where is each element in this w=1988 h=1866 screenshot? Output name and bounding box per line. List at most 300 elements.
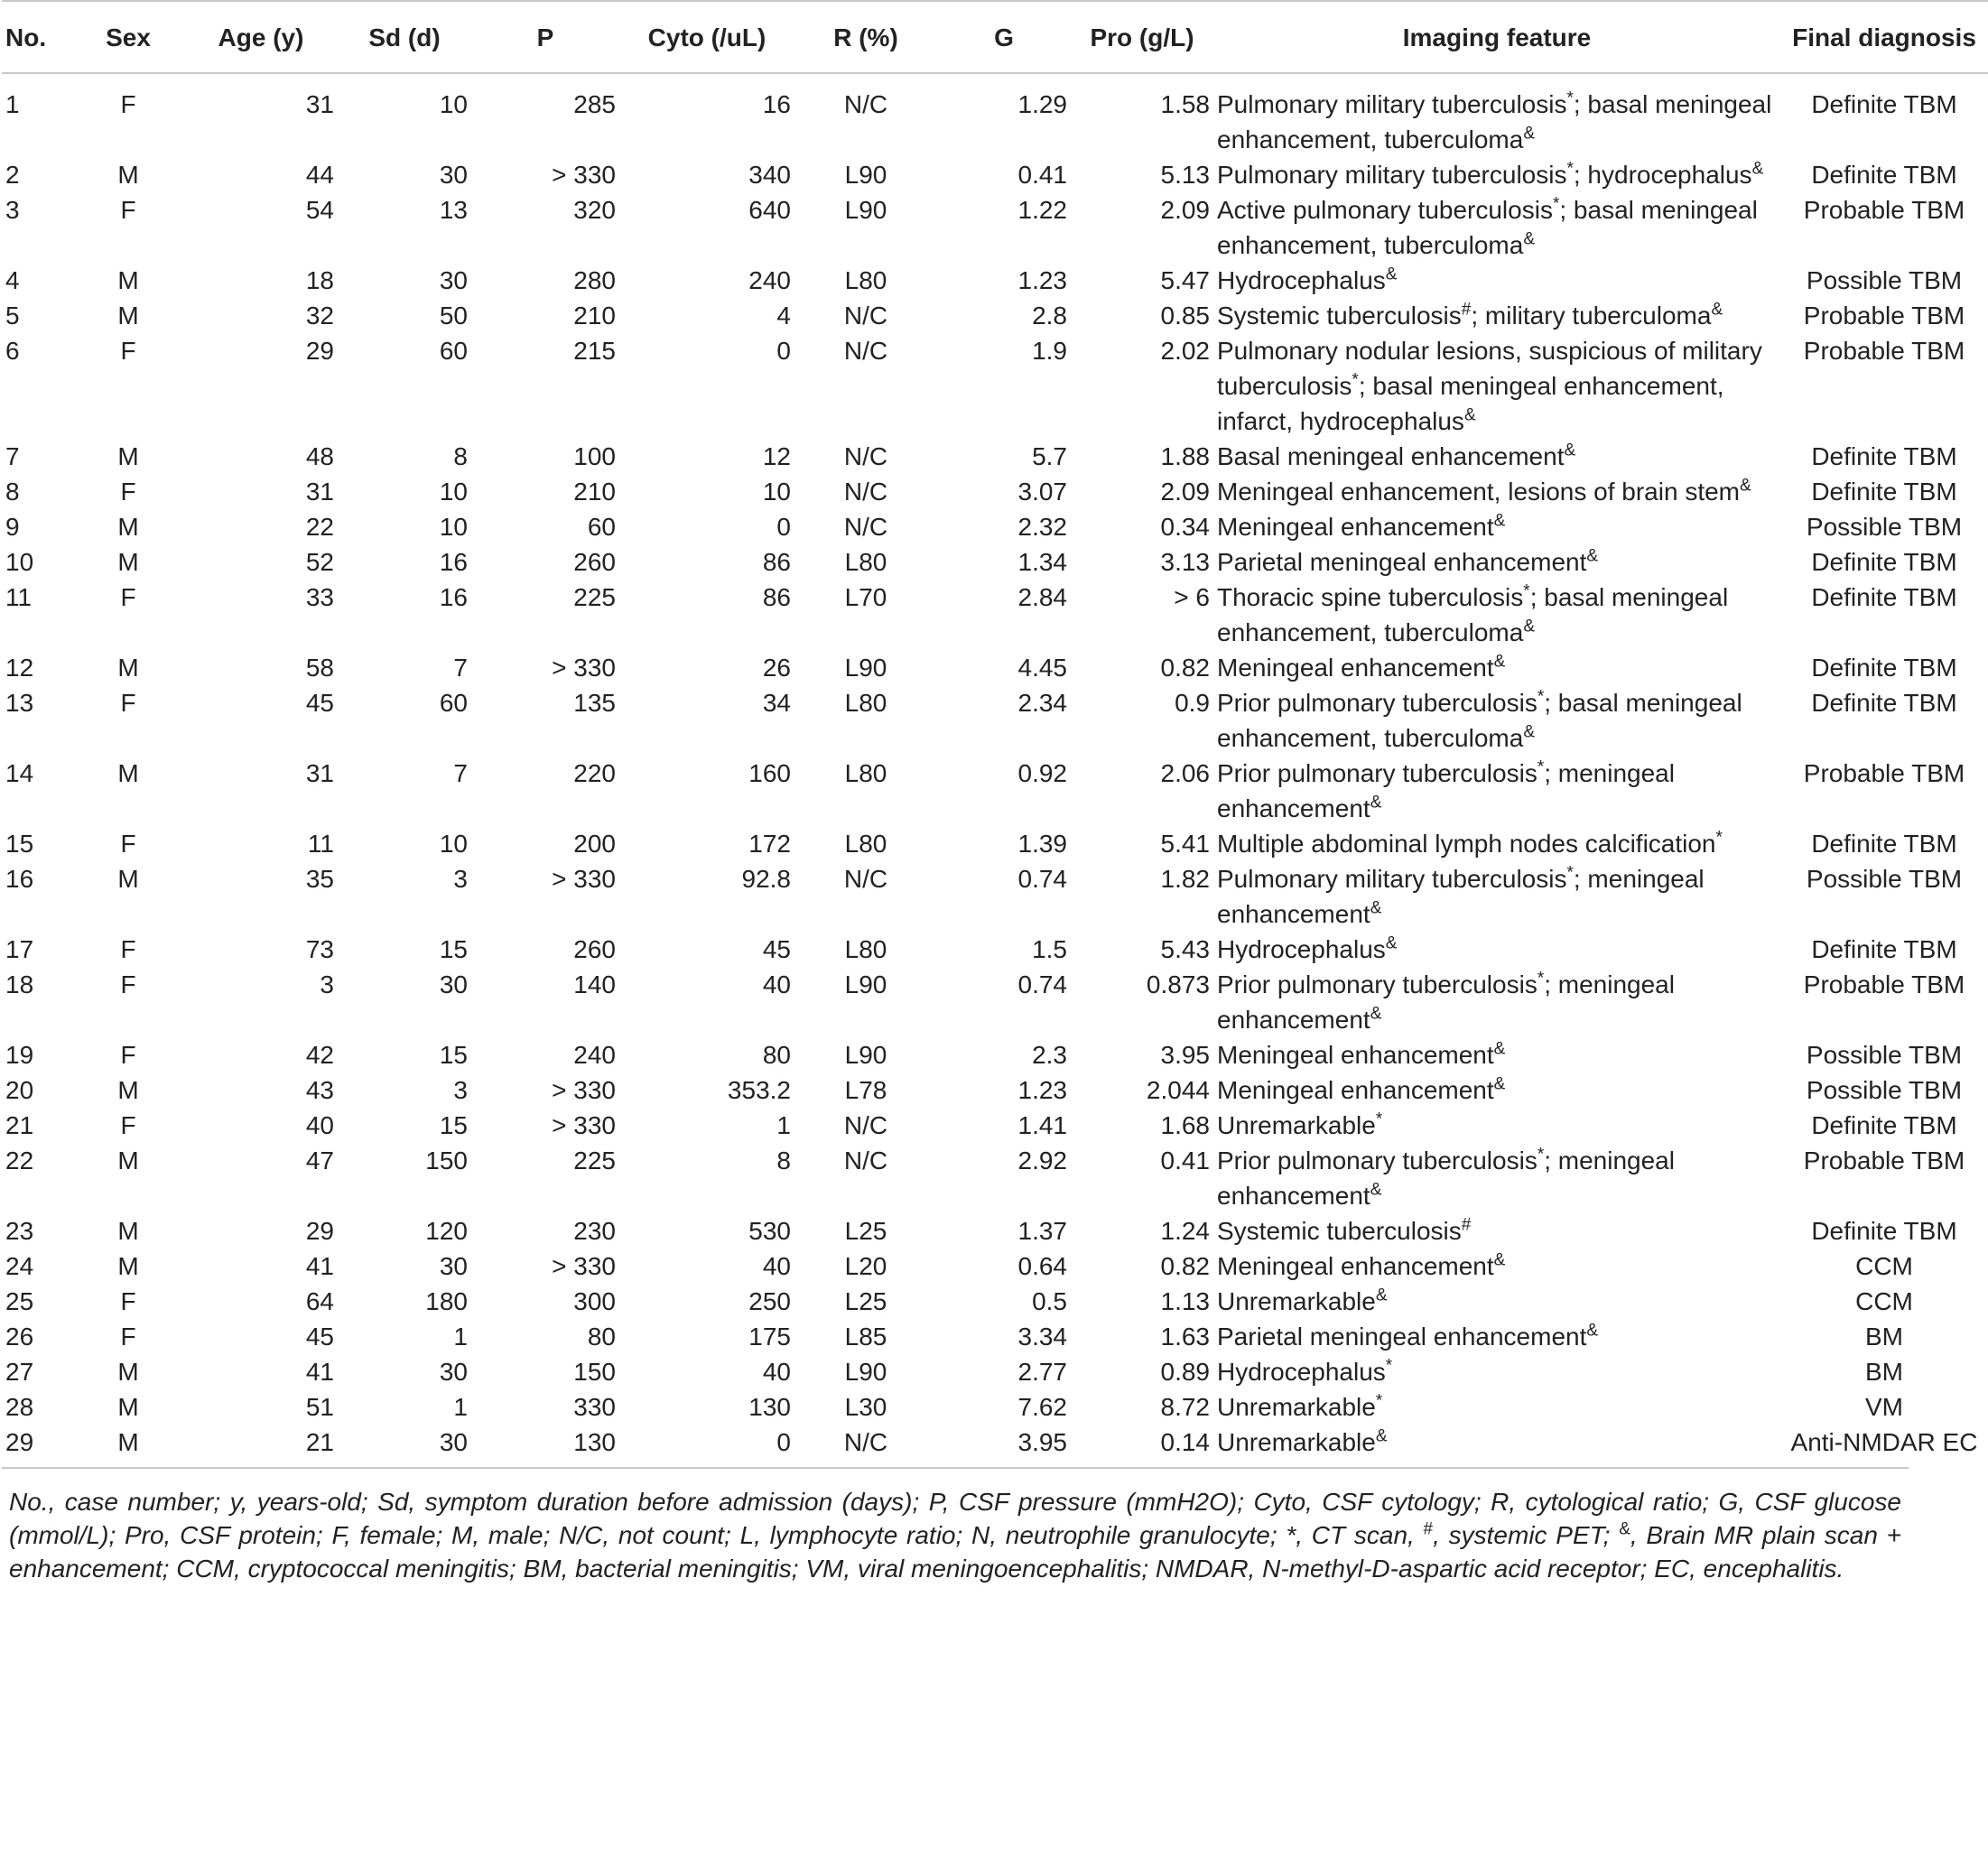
imaging-text: Unremarkable <box>1217 1428 1376 1456</box>
table-row <box>2 73 1988 157</box>
cell-ratio: N/C <box>843 478 888 506</box>
cell-diagnosis: Possible TBM <box>1806 865 1963 893</box>
imaging-text: Pulmonary nodular lesions, suspicious of military tuberculosis <box>1217 337 1762 400</box>
imaging-text: ; meningeal enhancement <box>1217 1147 1675 1210</box>
header-p: P <box>471 1 619 73</box>
footnote-marker: & <box>1523 124 1536 144</box>
cell-ratio: N/C <box>843 1111 888 1139</box>
cell-sex: F <box>120 1287 136 1315</box>
cell-protein: 0.873 <box>1146 970 1210 998</box>
header-diagnosis: Final diagnosis <box>1780 1 1988 73</box>
cell-imaging-feature <box>1213 439 1780 474</box>
imaging-text: Prior pulmonary tuberculosis <box>1217 689 1537 717</box>
cell-protein: 0.34 <box>1160 513 1210 541</box>
imaging-text: Prior pulmonary tuberculosis <box>1217 970 1537 998</box>
imaging-text: Hydrocephalus <box>1217 266 1386 294</box>
cell-ratio: L90 <box>844 970 887 998</box>
cell-cyto: 172 <box>748 830 791 858</box>
cell-imaging-feature <box>1213 1249 1780 1284</box>
header-sd: Sd (d) <box>338 1 471 73</box>
footnote-text: No., case number; y, years-old; Sd, symptom duration before admission (days); P, CSF pressure (mmH2O); Cyto, CSF cytology; R, cytological ratio; G, CSF glucose (mmol/L); Pro, CSF protein; F, female; M, male; N/C, not count; L, lymphocyte ratio; N, neutrophile granulocyte; *, CT scan, <box>9 1488 1901 1549</box>
cell-sd: 1 <box>453 1323 468 1351</box>
imaging-text: Pulmonary military tuberculosis <box>1217 865 1567 893</box>
cell-no: 24 <box>5 1252 34 1280</box>
cell-glucose: 2.8 <box>1032 302 1067 330</box>
cell-sd: 50 <box>439 302 468 330</box>
cell-no: 21 <box>5 1111 34 1139</box>
footnote-marker: & <box>1586 546 1599 566</box>
footnote-marker: * <box>1537 969 1545 989</box>
cell-sd: 10 <box>439 513 468 541</box>
table-row <box>2 298 1988 333</box>
cell-sex: F <box>120 196 136 224</box>
cell-ratio: N/C <box>843 442 888 470</box>
cell-sex: M <box>117 654 139 682</box>
table-row <box>2 967 1988 1037</box>
cell-age: 29 <box>305 1217 334 1245</box>
cell-cyto: 10 <box>762 478 791 506</box>
cell-cyto: 4 <box>776 302 791 330</box>
cell-sex: M <box>117 1393 139 1421</box>
cell-cyto: 92.8 <box>741 865 791 893</box>
cell-cyto: 530 <box>748 1217 791 1245</box>
cell-age: 58 <box>305 654 334 682</box>
table-row <box>2 474 1988 509</box>
cell-cyto: 12 <box>762 442 791 470</box>
cell-pressure: > 330 <box>552 1252 616 1280</box>
cell-sd: 120 <box>425 1217 468 1245</box>
cell-sd: 60 <box>439 689 468 717</box>
cell-cyto: 45 <box>762 935 791 963</box>
footnote-marker: * <box>1566 159 1574 179</box>
cell-diagnosis: Definite TBM <box>1811 548 1957 576</box>
footnote-marker: * <box>1715 828 1723 848</box>
cell-glucose: 2.34 <box>1017 689 1067 717</box>
imaging-text: Active pulmonary tuberculosis <box>1217 196 1553 224</box>
cell-no: 17 <box>5 935 34 963</box>
table-row <box>2 192 1988 263</box>
cell-imaging-feature <box>1213 650 1780 685</box>
cell-diagnosis: Anti-NMDAR EC <box>1790 1428 1978 1456</box>
footnote-marker: & <box>1523 617 1536 636</box>
cell-sd: 180 <box>425 1287 468 1315</box>
header-pro: Pro (g/L) <box>1071 1 1213 73</box>
cell-ratio: L20 <box>844 1252 887 1280</box>
cell-imaging-feature <box>1213 685 1780 756</box>
cell-protein: 1.68 <box>1160 1111 1210 1139</box>
cell-no: 11 <box>5 583 33 611</box>
cell-protein: 0.14 <box>1160 1428 1210 1456</box>
imaging-text: Meningeal enhancement <box>1217 654 1494 682</box>
cell-no: 5 <box>5 302 20 330</box>
footnote-marker: # <box>1461 300 1472 320</box>
cell-glucose: 1.39 <box>1017 830 1067 858</box>
cell-age: 21 <box>305 1428 334 1456</box>
cell-cyto: 40 <box>762 1252 791 1280</box>
cell-sex: M <box>117 1147 139 1174</box>
cell-glucose: 0.5 <box>1032 1287 1067 1315</box>
footnote-marker: & <box>1370 793 1382 812</box>
cell-diagnosis: Definite TBM <box>1811 654 1957 682</box>
cell-cyto: 160 <box>748 759 791 787</box>
imaging-text: Thoracic spine tuberculosis <box>1217 583 1524 611</box>
cell-glucose: 1.34 <box>1017 548 1067 576</box>
cell-pressure: 225 <box>573 1147 616 1174</box>
cell-sd: 8 <box>453 442 468 470</box>
cell-glucose: 0.64 <box>1017 1252 1067 1280</box>
cell-age: 48 <box>305 442 334 470</box>
header-row <box>2 1 1988 73</box>
cell-sd: 10 <box>439 90 468 118</box>
cell-pressure: 220 <box>573 759 616 787</box>
cell-pressure: > 330 <box>552 1111 616 1139</box>
cell-protein: 0.82 <box>1160 1252 1210 1280</box>
cell-sd: 150 <box>425 1147 468 1174</box>
table-row <box>2 333 1988 439</box>
cell-ratio: L80 <box>844 935 887 963</box>
cell-sd: 16 <box>439 583 468 611</box>
cell-glucose: 0.74 <box>1017 865 1067 893</box>
cell-glucose: 4.45 <box>1017 654 1067 682</box>
cell-glucose: 2.3 <box>1032 1041 1067 1069</box>
cell-glucose: 1.29 <box>1017 90 1067 118</box>
imaging-text: Meningeal enhancement <box>1217 1252 1494 1280</box>
cell-imaging-feature <box>1213 1072 1780 1108</box>
cell-cyto: 0 <box>776 513 791 541</box>
table-row <box>2 861 1988 932</box>
cell-protein: 1.13 <box>1160 1287 1210 1315</box>
cell-diagnosis: Definite TBM <box>1811 442 1957 470</box>
table-row <box>2 1354 1988 1389</box>
footnote-marker: & <box>1523 722 1536 742</box>
footnote-marker: & <box>1375 1286 1388 1305</box>
cell-glucose: 2.84 <box>1017 583 1067 611</box>
imaging-text: ; hydrocephalus <box>1573 161 1752 189</box>
table-row <box>2 439 1988 474</box>
cell-pressure: 100 <box>573 442 616 470</box>
imaging-text: ; basal meningeal enhancement, tuberculoma <box>1217 689 1742 752</box>
imaging-text: Unremarkable <box>1217 1287 1376 1315</box>
cell-sex: F <box>120 689 136 717</box>
cell-no: 15 <box>5 830 34 858</box>
cell-no: 29 <box>5 1428 34 1456</box>
cell-no: 4 <box>5 266 20 294</box>
cell-ratio: L70 <box>844 583 887 611</box>
cell-imaging-feature <box>1213 861 1780 932</box>
cell-age: 31 <box>305 478 334 506</box>
cell-sd: 1 <box>453 1393 468 1421</box>
cell-age: 47 <box>305 1147 334 1174</box>
cell-sd: 30 <box>439 266 468 294</box>
footnote-marker: * <box>1352 370 1359 390</box>
cell-ratio: L80 <box>844 689 887 717</box>
table-row <box>2 1143 1988 1213</box>
cell-pressure: 200 <box>573 830 616 858</box>
cell-no: 16 <box>5 865 34 893</box>
cell-ratio: N/C <box>843 865 888 893</box>
cell-glucose: 1.23 <box>1017 1076 1067 1104</box>
cell-protein: 5.43 <box>1160 935 1210 963</box>
table-row <box>2 544 1988 580</box>
footnote-text: , systemic PET; <box>1433 1521 1620 1549</box>
table-row <box>2 1037 1988 1072</box>
cell-cyto: 0 <box>776 1428 791 1456</box>
imaging-text: ; military tuberculoma <box>1471 302 1712 330</box>
table-row <box>2 1072 1988 1108</box>
cell-protein: 1.82 <box>1160 865 1210 893</box>
cell-ratio: L30 <box>844 1393 887 1421</box>
cell-ratio: N/C <box>843 90 888 118</box>
cell-sex: M <box>117 865 139 893</box>
imaging-text: Pulmonary military tuberculosis <box>1217 161 1567 189</box>
cell-diagnosis: BM <box>1865 1358 1903 1386</box>
cell-sd: 30 <box>439 1358 468 1386</box>
cell-age: 42 <box>305 1041 334 1069</box>
imaging-text: Unremarkable <box>1217 1393 1376 1421</box>
footnote-marker: & <box>1385 933 1398 953</box>
imaging-text: Parietal meningeal enhancement <box>1217 1323 1587 1351</box>
cell-pressure: 60 <box>587 513 616 541</box>
cell-pressure: 240 <box>573 1041 616 1069</box>
header-imaging: Imaging feature <box>1213 1 1780 73</box>
cell-glucose: 2.32 <box>1017 513 1067 541</box>
cell-diagnosis: Probable TBM <box>1803 196 1965 224</box>
cell-pressure: 210 <box>573 302 616 330</box>
cell-cyto: 80 <box>762 1041 791 1069</box>
footnote-marker: & <box>1493 1074 1506 1094</box>
cell-sex: F <box>120 337 136 365</box>
cell-glucose: 0.41 <box>1017 161 1067 189</box>
cell-no: 27 <box>5 1358 34 1386</box>
cell-age: 3 <box>320 970 334 998</box>
cell-age: 45 <box>305 1323 334 1351</box>
cell-pressure: 260 <box>573 548 616 576</box>
cell-glucose: 1.9 <box>1032 337 1067 365</box>
footnote-marker: & <box>1619 1519 1630 1539</box>
cell-cyto: 16 <box>762 90 791 118</box>
cell-sex: M <box>117 548 139 576</box>
footnote-marker: & <box>1493 1250 1506 1270</box>
cell-imaging-feature <box>1213 1143 1780 1213</box>
footnote-marker: & <box>1493 511 1506 531</box>
table-row <box>2 826 1988 861</box>
cell-no: 18 <box>5 970 34 998</box>
cell-protein: 1.63 <box>1160 1323 1210 1351</box>
cell-diagnosis: CCM <box>1855 1287 1913 1315</box>
cell-imaging-feature <box>1213 1037 1780 1072</box>
cell-ratio: N/C <box>843 1428 888 1456</box>
cell-ratio: L90 <box>844 196 887 224</box>
cell-imaging-feature <box>1213 263 1780 298</box>
cell-diagnosis: Probable TBM <box>1803 759 1965 787</box>
cell-diagnosis: Definite TBM <box>1811 478 1957 506</box>
table-row <box>2 650 1988 685</box>
cell-ratio: N/C <box>843 513 888 541</box>
cell-protein: 0.82 <box>1160 654 1210 682</box>
cell-age: 43 <box>305 1076 334 1104</box>
cell-age: 29 <box>305 337 334 365</box>
footnote-marker: * <box>1385 1356 1393 1376</box>
cell-ratio: L25 <box>844 1217 887 1245</box>
cell-protein: 2.09 <box>1160 478 1210 506</box>
cell-sd: 15 <box>439 1041 468 1069</box>
imaging-text: Meningeal enhancement, lesions of brain stem <box>1217 478 1741 506</box>
table-row <box>2 1389 1988 1425</box>
footnote-marker: & <box>1523 229 1536 249</box>
footnote-marker: & <box>1370 1180 1382 1200</box>
cell-pressure: 225 <box>573 583 616 611</box>
footnote-marker: * <box>1566 88 1574 108</box>
cell-diagnosis: Probable TBM <box>1803 302 1965 330</box>
cell-imaging-feature <box>1213 298 1780 333</box>
cell-imaging-feature <box>1213 192 1780 263</box>
cell-age: 40 <box>305 1111 334 1139</box>
cell-sd: 30 <box>439 1252 468 1280</box>
cell-protein: 1.58 <box>1160 90 1210 118</box>
cell-age: 52 <box>305 548 334 576</box>
cell-imaging-feature <box>1213 932 1780 967</box>
cell-sd: 30 <box>439 970 468 998</box>
cell-imaging-feature <box>1213 1108 1780 1143</box>
cell-no: 25 <box>5 1287 34 1315</box>
cell-imaging-feature <box>1213 580 1780 650</box>
footnote-marker: * <box>1537 687 1545 707</box>
cell-imaging-feature <box>1213 157 1780 192</box>
cell-cyto: 8 <box>776 1147 791 1174</box>
imaging-text: Multiple abdominal lymph nodes calcification <box>1217 830 1716 858</box>
footnote-marker: & <box>1711 300 1723 320</box>
cell-pressure: 210 <box>573 478 616 506</box>
cell-glucose: 1.37 <box>1017 1217 1067 1245</box>
cell-sd: 30 <box>439 161 468 189</box>
cell-diagnosis: BM <box>1865 1323 1903 1351</box>
cell-cyto: 175 <box>748 1323 791 1351</box>
cell-imaging-feature <box>1213 474 1780 509</box>
cell-imaging-feature <box>1213 826 1780 861</box>
cell-age: 41 <box>305 1358 334 1386</box>
cell-cyto: 40 <box>762 1358 791 1386</box>
imaging-text: ; basal meningeal enhancement, infarct, hydrocephalus <box>1217 372 1724 435</box>
cell-sd: 3 <box>453 1076 468 1104</box>
cell-diagnosis: Definite TBM <box>1811 1217 1957 1245</box>
cell-no: 2 <box>5 161 20 189</box>
cell-no: 23 <box>5 1217 34 1245</box>
imaging-text: ; basal meningeal enhancement, tuberculoma <box>1217 583 1729 646</box>
cell-pressure: 260 <box>573 935 616 963</box>
footnote-marker: & <box>1375 1426 1388 1446</box>
cell-no: 8 <box>5 478 20 506</box>
cell-cyto: 86 <box>762 583 791 611</box>
imaging-text: Hydrocephalus <box>1217 935 1386 963</box>
cell-glucose: 5.7 <box>1032 442 1067 470</box>
footnote-marker: # <box>1423 1519 1434 1539</box>
cell-pressure: 285 <box>573 90 616 118</box>
footnote-marker: & <box>1586 1321 1599 1341</box>
cell-imaging-feature <box>1213 544 1780 580</box>
header-cyto: Cyto (/uL) <box>619 1 794 73</box>
imaging-text: ; basal meningeal enhancement, tuberculoma <box>1217 196 1758 259</box>
imaging-text: Hydrocephalus <box>1217 1358 1386 1386</box>
cell-protein: 0.89 <box>1160 1358 1210 1386</box>
cell-diagnosis: Definite TBM <box>1811 689 1957 717</box>
cell-sex: M <box>117 1252 139 1280</box>
imaging-text: Prior pulmonary tuberculosis <box>1217 1147 1537 1174</box>
cell-sd: 13 <box>439 196 468 224</box>
footnote-marker: * <box>1537 1145 1545 1165</box>
cell-diagnosis: Definite TBM <box>1811 161 1957 189</box>
imaging-text: Parietal meningeal enhancement <box>1217 548 1587 576</box>
cell-protein: 1.24 <box>1160 1217 1210 1245</box>
header-r: R (%) <box>794 1 937 73</box>
cell-protein: 0.41 <box>1160 1147 1210 1174</box>
cell-diagnosis: VM <box>1865 1393 1903 1421</box>
cell-protein: 2.09 <box>1160 196 1210 224</box>
cell-sd: 60 <box>439 337 468 365</box>
cell-ratio: L85 <box>844 1323 887 1351</box>
footnote-marker: & <box>1751 159 1764 179</box>
cell-sd: 7 <box>453 759 468 787</box>
footnote-marker: & <box>1493 652 1506 672</box>
cell-imaging-feature <box>1213 1284 1780 1319</box>
table-row <box>2 1249 1988 1284</box>
footnote-marker: # <box>1461 1215 1472 1235</box>
cell-ratio: L80 <box>844 830 887 858</box>
cell-pressure: 215 <box>573 337 616 365</box>
cell-ratio: L90 <box>844 654 887 682</box>
cell-no: 22 <box>5 1147 34 1174</box>
table-row <box>2 932 1988 967</box>
cell-glucose: 7.62 <box>1017 1393 1067 1421</box>
imaging-text: Systemic tuberculosis <box>1217 1217 1462 1245</box>
cell-diagnosis: CCM <box>1855 1252 1913 1280</box>
table-row <box>2 1284 1988 1319</box>
cell-glucose: 3.34 <box>1017 1323 1067 1351</box>
cell-cyto: 86 <box>762 548 791 576</box>
imaging-text: ; basal meningeal enhancement, tuberculoma <box>1217 90 1772 153</box>
cell-no: 1 <box>5 90 20 118</box>
cell-cyto: 240 <box>748 266 791 294</box>
cell-sex: F <box>120 90 136 118</box>
cell-no: 9 <box>5 513 20 541</box>
table-row <box>2 509 1988 544</box>
cell-sex: F <box>120 830 136 858</box>
cell-pressure: > 330 <box>552 654 616 682</box>
footnote-marker: & <box>1370 1004 1382 1024</box>
cell-imaging-feature <box>1213 509 1780 544</box>
cell-sex: F <box>120 1041 136 1069</box>
imaging-text: Unremarkable <box>1217 1111 1376 1139</box>
cell-no: 6 <box>5 337 20 365</box>
cell-protein: 3.95 <box>1160 1041 1210 1069</box>
cell-ratio: L25 <box>844 1287 887 1315</box>
imaging-text: Meningeal enhancement <box>1217 513 1494 541</box>
cell-imaging-feature <box>1213 1319 1780 1354</box>
cell-age: 64 <box>305 1287 334 1315</box>
cell-diagnosis: Probable TBM <box>1803 337 1965 365</box>
cell-ratio: N/C <box>843 337 888 365</box>
cell-sex: F <box>120 583 136 611</box>
cell-sex: F <box>120 1111 136 1139</box>
imaging-text: Systemic tuberculosis <box>1217 302 1462 330</box>
cell-no: 28 <box>5 1393 34 1421</box>
cell-diagnosis: Possible TBM <box>1806 513 1963 541</box>
cell-age: 44 <box>305 161 334 189</box>
cell-glucose: 3.07 <box>1017 478 1067 506</box>
cell-pressure: 320 <box>573 196 616 224</box>
cell-protein: > 6 <box>1174 583 1210 611</box>
cell-age: 22 <box>305 513 334 541</box>
header-no: No. <box>2 1 72 73</box>
